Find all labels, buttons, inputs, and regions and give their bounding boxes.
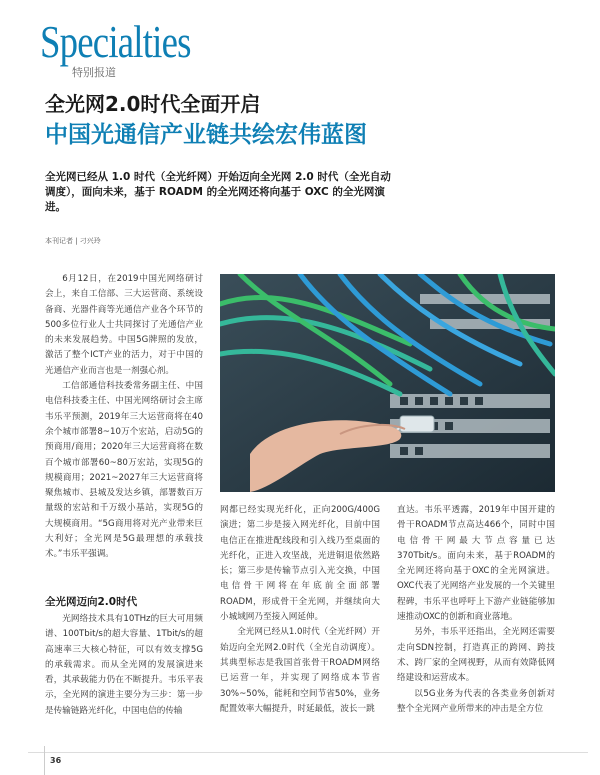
page-number: 36 bbox=[50, 756, 62, 765]
headline-line2: 中国光通信产业链共绘宏伟蓝图 bbox=[45, 122, 367, 148]
body-paragraph: 光网络技术具有10THz的巨大可用频谱、100Tbit/s的超大容量、1Tbit/s的超高速率三大核心特征，可以有效支撑5G的承载需求。而从全光网的发展演进来看，其承载能力仍在不断提升。韦乐平表示，全光网的演进主要分为三步：第一步是传输链路光纤化，中国电信的传输 bbox=[45, 614, 203, 716]
headline-line1: 全光网2.0时代全面开启 bbox=[45, 92, 261, 116]
body-paragraph: 网都已经实现光纤化，正向200G/400G演进；第二步是接入网光纤化，目前中国电信正在推进配线段和引入线乃至桌面的光纤化，正进入攻坚战，光进铜退依然路长；第三步是传输节点引入光交换，中国电信骨干网将在年底前全面部署ROADM，形成骨干全光网，并继续向大小城域网乃至接入网延伸。 bbox=[220, 505, 380, 623]
footer-rule bbox=[28, 752, 588, 753]
body-paragraph: 工信部通信科技委常务副主任、中国电信科技委主任、中国光网络研讨会主席韦乐平预测，2019年三大运营商将在40余个城市部署8~10万个宏站，启动5G的预商用/商用；2020年三大运营商将在数百个城市部署60~80万宏站，实现5G的规模商用；2021~2027年三大运营商将聚焦城市、县城及发达乡镇，部署数百万量级的宏站和千万级小基站，实现5G的大规模商用。“5G商用将对光产业带来巨大利好；全光网是5G最理想的承载技术。”韦乐平强调。 bbox=[45, 381, 203, 560]
body-paragraph: 另外，韦乐平还指出，全光网还需要走向SDN控制，打造真正的跨网、跨技术、跨厂家的全网视野，从而有效降低网络建设和运营成本。 bbox=[397, 627, 555, 684]
body-paragraph: 全光网已经从1.0时代（全光纤网）开始迈向全光网2.0时代（全光自动调度）。其典型标志是我国首张骨干ROADM网络已运营一年，并实现了网络成本节省30%~50%，能耗和空间节省50%，业务配置效率大幅提升，时延最低，波长一跳 bbox=[220, 627, 380, 714]
section-title-en: Specialties bbox=[40, 16, 191, 67]
network-cable-photo bbox=[220, 274, 555, 492]
body-paragraph: 以5G业务为代表的各类业务创新对整个全光网产业所带来的冲击是全方位 bbox=[397, 688, 555, 714]
body-paragraph: 6月12日，在2019中国光网络研讨会上，来自工信部、三大运营商、系统设备商、光器件商等光通信产业各个环节的500多位行业人士共同探讨了光通信产业的未来发展趋势。中国5G牌照的发放，激活了整个ICT产业的活力，对于中国的光通信产业而言也是一剂强心剂。 bbox=[45, 274, 203, 376]
body-column-1-top bbox=[45, 272, 203, 563]
section-title-cn: 特别报道 bbox=[72, 66, 116, 79]
body-column-3 bbox=[397, 503, 555, 717]
footer-divider bbox=[44, 746, 45, 775]
body-paragraph: 直达。韦乐平透露，2019年中国开建的骨干ROADM节点高达466个，同时中国电信骨干网最大节点容量已达370Tbit/s。面向未来，基于ROADM的全光网还将向基于OXC的全光网演进。OXC代表了光网络产业发展的一个关键里程碑，韦乐平也呼吁上下游产业链能够加速推动OXC的创新和商业落地。 bbox=[397, 505, 555, 623]
byline: 本刊记者 | 刁兴玲 bbox=[45, 237, 101, 245]
body-column-2 bbox=[220, 503, 380, 717]
body-column-1-bottom bbox=[45, 612, 203, 719]
subheading: 全光网迈向2.0时代 bbox=[45, 596, 138, 608]
lead-paragraph: 全光网已经从 1.0 时代（全光纤网）开始迈向全光网 2.0 时代（全光自动调度），面向未来，基于 ROADM 的全光网还将向基于 OXC 的全光网演进。 bbox=[45, 171, 391, 213]
